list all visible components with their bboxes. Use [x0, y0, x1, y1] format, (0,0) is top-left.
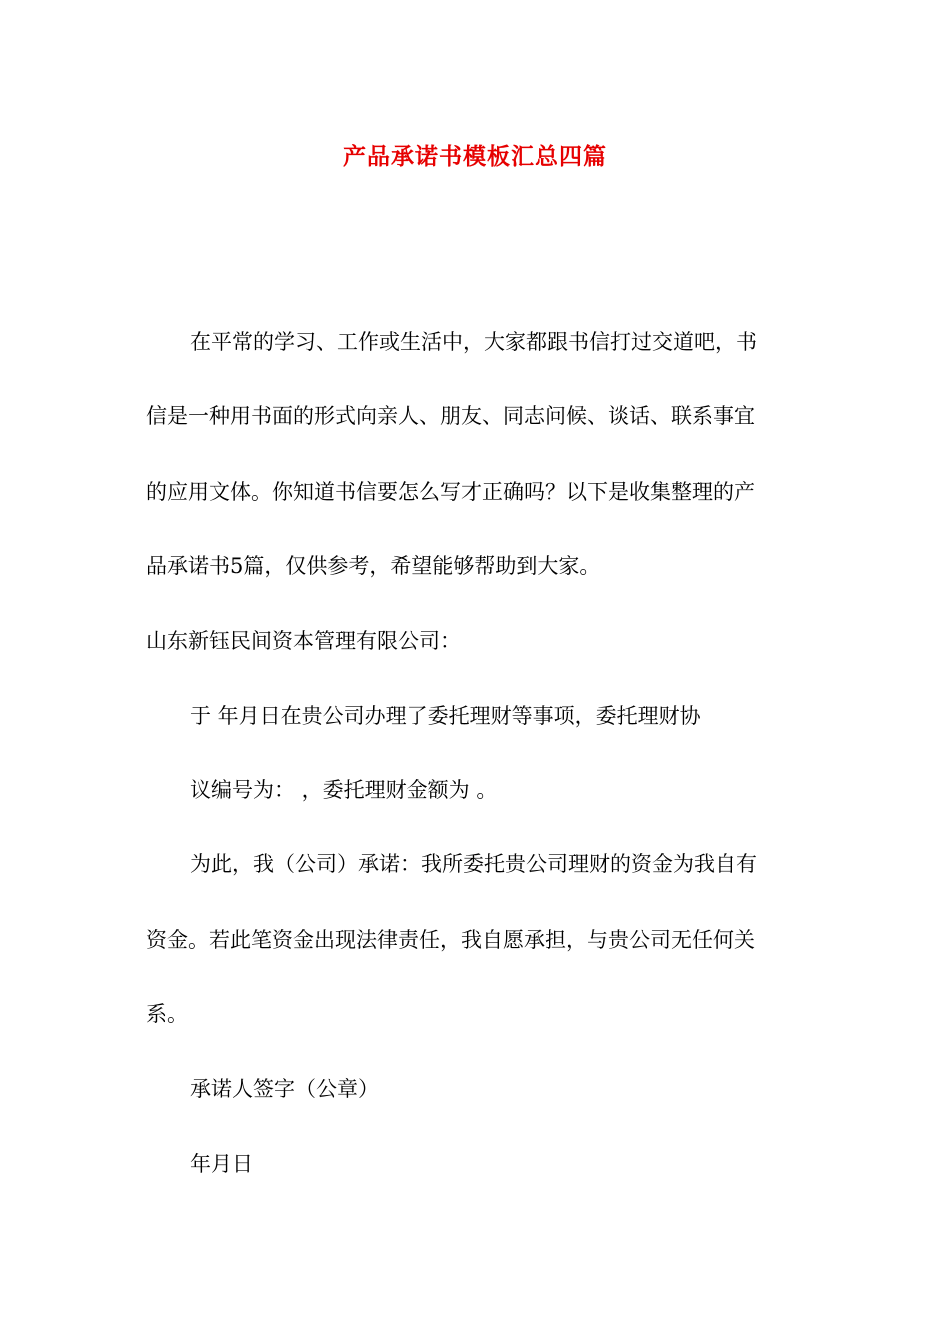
date-line: 年月日	[190, 1152, 253, 1176]
body-line-5: 系。	[146, 1002, 188, 1026]
document-title: 产品承诺书模板汇总四篇	[343, 143, 607, 170]
intro-line-2: 信是一种用书面的形式向亲人、朋友、同志问候、谈话、联系事宜	[146, 404, 755, 428]
intro-line-4: 品承诺书5篇，仅供参考，希望能够帮助到大家。	[146, 554, 601, 578]
signature-line: 承诺人签字（公章）	[190, 1077, 379, 1101]
body-line-2: 议编号为： ，委托理财金额为 。	[190, 778, 498, 802]
intro-line-3: 的应用文体。你知道书信要怎么写才正确吗？以下是收集整理的产	[146, 480, 755, 504]
intro-line-1: 在平常的学习、工作或生活中，大家都跟书信打过交道吧，书	[190, 330, 757, 354]
body-line-3: 为此，我（公司）承诺：我所委托贵公司理财的资金为我自有	[190, 852, 757, 876]
body-line-4: 资金。若此笔资金出现法律责任，我自愿承担，与贵公司无任何关	[146, 928, 755, 952]
body-line-1: 于 年月日在贵公司办理了委托理财等事项，委托理财协	[190, 704, 701, 728]
salutation: 山东新钰民间资本管理有限公司：	[146, 629, 461, 653]
